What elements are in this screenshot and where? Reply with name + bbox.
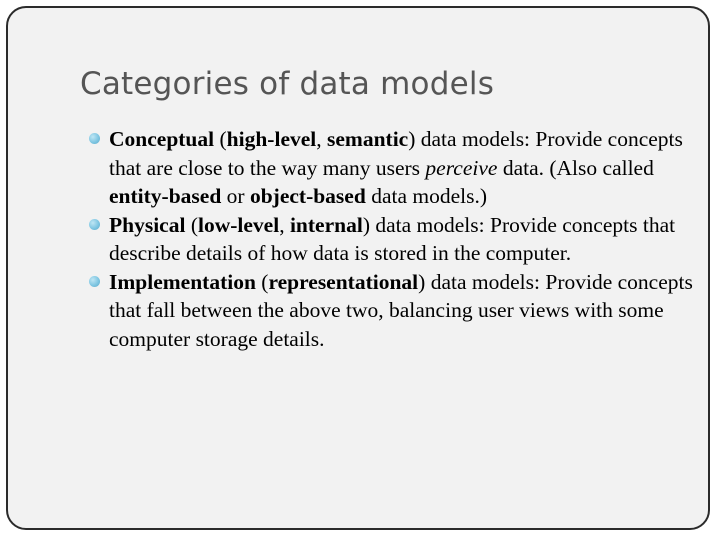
term-object-based: object-based [249, 184, 366, 208]
paren-close: ) [408, 127, 421, 151]
bullet-list [86, 125, 696, 353]
term-entity-based: entity-based [109, 184, 222, 208]
description-text: data models: Provide concepts that describe details of how data is stored in the computer. [109, 212, 676, 265]
paren-close: ) [362, 212, 376, 237]
qualifier-low-level: low-level [198, 212, 280, 237]
separator: , [279, 212, 290, 237]
bullet-dot-icon [89, 133, 100, 144]
description-text: data. (Also called [497, 155, 654, 180]
description-text: data models.) [365, 184, 488, 208]
qualifier-semantic: semantic [327, 127, 409, 151]
paren-open: ( [255, 269, 269, 294]
connector-text: or [221, 184, 250, 208]
bullet-implementation [86, 268, 696, 354]
term-conceptual: Conceptual [109, 127, 215, 151]
paren-close: ) [418, 269, 431, 294]
description-text: data models: Provide concepts that are close to the way many users [109, 127, 683, 180]
bullet-dot-icon [89, 219, 100, 230]
paren-open: ( [185, 212, 198, 237]
term-implementation: Implementation [109, 269, 256, 294]
term-physical: Physical [109, 212, 186, 237]
qualifier-high-level: high-level [226, 127, 317, 151]
slide-title: Categories of data models [80, 66, 495, 102]
bullet-physical [86, 211, 696, 268]
description-text: data models: Provide concepts that fall between the above two, balancing user views with some computer storage details. [109, 269, 693, 351]
qualifier-representational: representational [268, 269, 419, 294]
bullet-dot-icon [89, 276, 100, 287]
separator: , [316, 127, 328, 151]
bullet-conceptual [86, 125, 696, 211]
slide [6, 6, 710, 530]
paren-open: ( [214, 127, 227, 151]
qualifier-internal: internal [289, 212, 363, 237]
emphasis-perceive: perceive [425, 155, 498, 180]
